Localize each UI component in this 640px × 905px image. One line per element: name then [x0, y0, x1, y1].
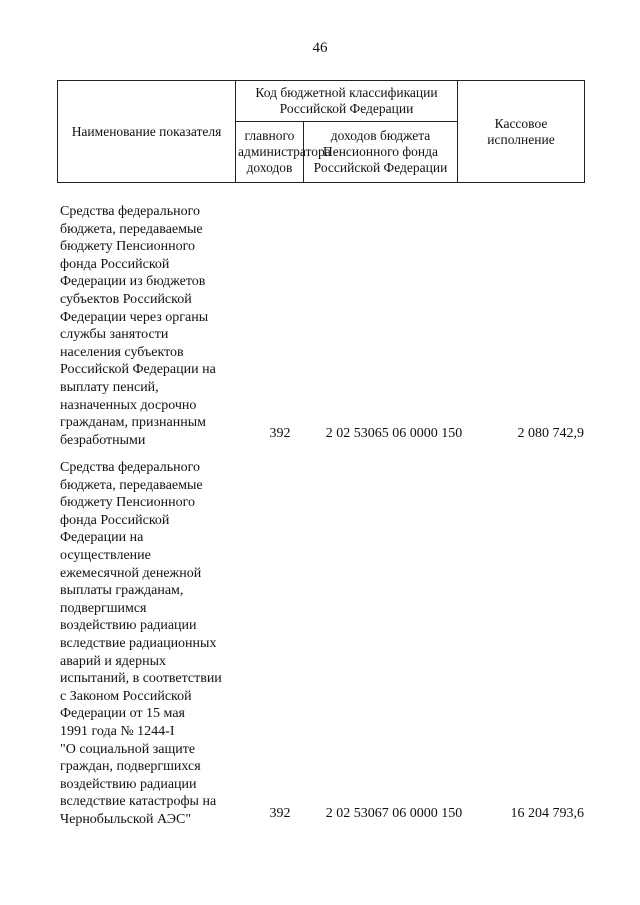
table-row — [60, 459, 587, 829]
header-pension-fund-revenue: доходов бюджета Пенсионного фонда Российской Федерации — [304, 122, 458, 183]
indicator-name: Средства федерального бюджета, передаваемые бюджету Пенсионного фонда Российской Федерации из бюджетов субъектов Российской Федерации через органы службы занятости населения субъектов Российской Федерации на выплату пенсий, назначенных досрочно гражданам, признанным безработными — [60, 204, 216, 448]
page-number: 46 — [312, 40, 328, 56]
header-chief-administrator: главного администратора доходов — [236, 122, 304, 183]
administrator-code: 392 — [269, 806, 291, 821]
header-classification-code: Код бюджетной классификации Российской Федерации — [236, 81, 458, 122]
administrator-code: 392 — [269, 426, 291, 441]
indicator-name: Средства федерального бюджета, передаваемые бюджету Пенсионного фонда Российской Федерации на осуществление ежемесячной денежной выплаты гражданам, подвергшимся воздействию радиации вследствие радиационных аварий и ядерных испытаний, в соответствии с Законом Российской Федерации от 15 мая 1991 года № 1244-I "О социальной защите граждан, подвергшихся воздействию радиации вследствие катастрофы на Чернобыльской АЭС" — [60, 460, 222, 827]
budget-table-header — [57, 80, 585, 183]
cash-execution-amount: 16 204 793,6 — [510, 806, 584, 821]
header-cash-execution: Кассовое исполнение — [458, 81, 585, 183]
header-indicator-name: Наименование показателя — [58, 81, 236, 183]
cash-execution-amount: 2 080 742,9 — [517, 426, 584, 441]
revenue-code: 2 02 53067 06 0000 150 — [325, 806, 463, 821]
table-row — [60, 203, 587, 448]
revenue-code: 2 02 53065 06 0000 150 — [325, 426, 463, 441]
